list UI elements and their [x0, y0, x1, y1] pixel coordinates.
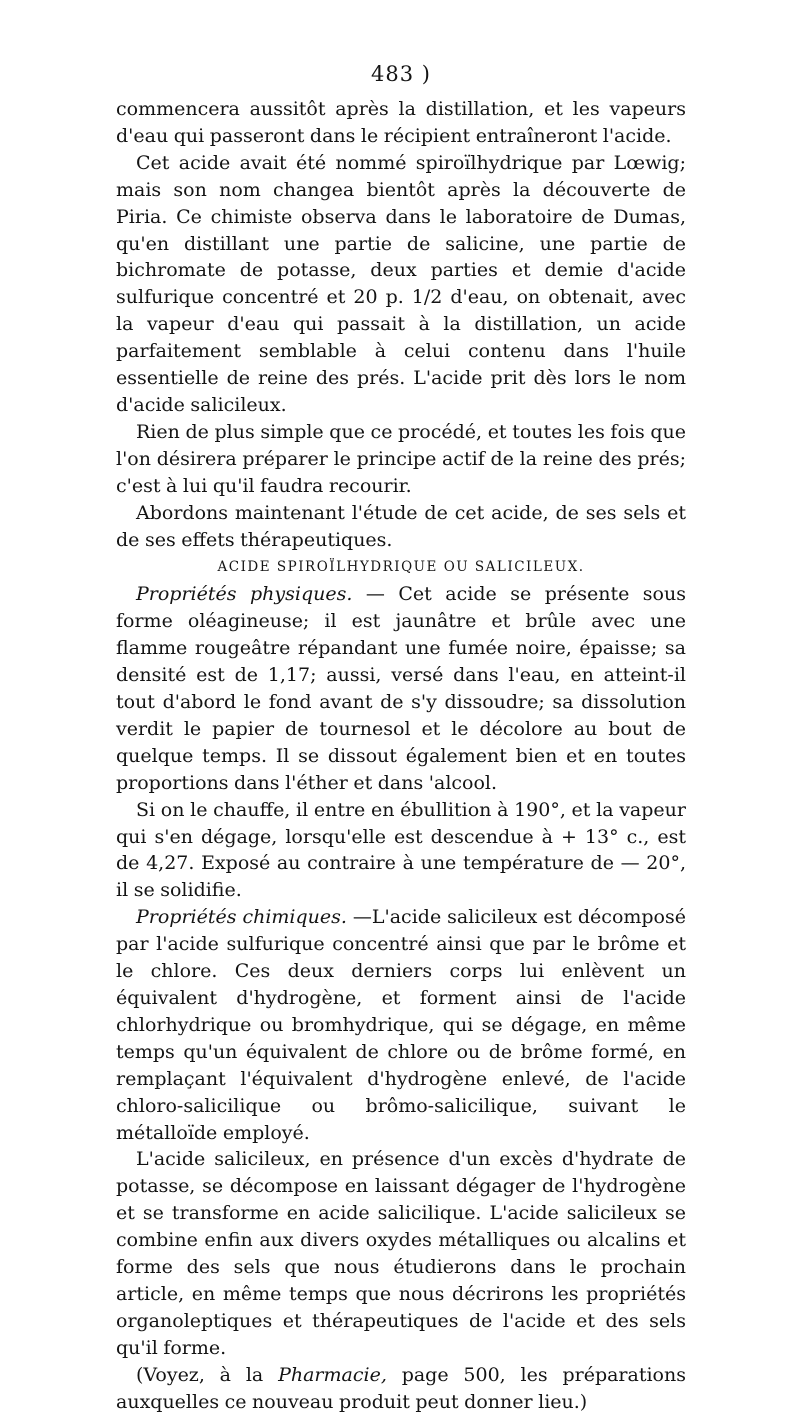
chemical-properties-label: Propriétés chimiques. — [136, 906, 347, 929]
paragraph-4: Abordons maintenant l'étude de cet acide, de ses sels et de ses effets thérapeutiques. — [116, 501, 686, 551]
see-also-prefix: (Voyez, à la — [136, 1363, 279, 1386]
paragraph-2: Cet acide avait été nommé spiroïlhydrique par Lœwig; mais son nom changea bientôt après la découverte de Piria. Ce chimiste observa dans le laboratoire de Dumas, qu'en distillant une partie de salicine, une partie de bichromate de potasse, deux parties et demie d'acide sulfurique concentré et 20 p. 1/2 d'eau, on obtenait, avec la vapeur d'eau qui passait à la distillation, un acide parfaitement semblable à celui contenu dans l'huile essentielle de reine des prés. L'acide prit dès lors le nom d'acide salicileux. — [116, 151, 686, 416]
section-heading: ACIDE SPIROÏLHYDRIQUE OU SALICILEUX. — [217, 559, 585, 576]
see-also-suffix: page 500, les préparations auxquelles ce nouveau produit peut donner lieu.) — [116, 1363, 686, 1413]
page-number: 483 ) — [371, 62, 431, 86]
paragraph-chemical-properties — [116, 904, 686, 1146]
book-page — [116, 60, 686, 1416]
paragraph-3: Rien de plus simple que ce procédé, et toutes les fois que l'on désirera préparer le principe actif de la reine des prés; c'est à lui qu'il faudra recourir. — [116, 420, 686, 497]
physical-properties-text: — Cet acide se présente sous forme oléagineuse; il est jaunâtre et brûle avec une flamme rougeâtre répandant une fumée noire, épaisse; sa densité est de 1,17; aussi, versé dans l'eau, en atteint-il tout d'abord le fond avant de s'y dissoudre; sa dissolution verdit le papier de tournesol et le décolore au bout de quelque temps. Il se dissout également bien et en toutes proportions dans l'éther et dans 'alcool. — [116, 583, 686, 794]
physical-properties-label: Propriétés physiques. — [136, 583, 353, 606]
pharmacie-reference: Pharmacie, — [278, 1363, 387, 1386]
chemical-properties-text: —L'acide salicileux est décomposé par l'acide sulfurique concentré ainsi que par le brôme et le chlore. Ces deux derniers corps lui enlèvent un équivalent d'hydrogène, et forment ainsi de l'acide chlorhydrique ou bromhydrique, qui se dégage, en même temps qu'un équivalent de chlore ou de brôme formé, en remplaçant l'équivalent d'hydrogène enlevé, de l'acide chloro-salicilique ou brômo-salicilique, suivant le métalloïde employé. — [116, 906, 686, 1144]
paragraph-8: L'acide salicileux, en présence d'un excès d'hydrate de potasse, se décompose en laissant dégager de l'hydrogène et se transforme en acide salicilique. L'acide salicileux se combine enfin aux divers oxydes métalliques ou alcalins et forme des sels que nous étudierons dans le prochain article, en même temps que nous décrirons les propriétés organoleptiques et thérapeutiques de l'acide et des sels qu'il forme. — [116, 1148, 686, 1359]
paragraph-physical-properties — [116, 581, 686, 796]
paragraph-1: commencera aussitôt après la distillation, et les vapeurs d'eau qui passeront dans le récipient entraîneront l'acide. — [116, 98, 686, 147]
paragraph-6: Si on le chauffe, il entre en ébullition à 190°, et la vapeur qui s'en dégage, lorsqu'elle est descendue à + 13° c., est de 4,27. Exposé au contraire à une température de — 20°, il se solidifie. — [116, 798, 686, 902]
paragraph-9 — [116, 1362, 686, 1416]
